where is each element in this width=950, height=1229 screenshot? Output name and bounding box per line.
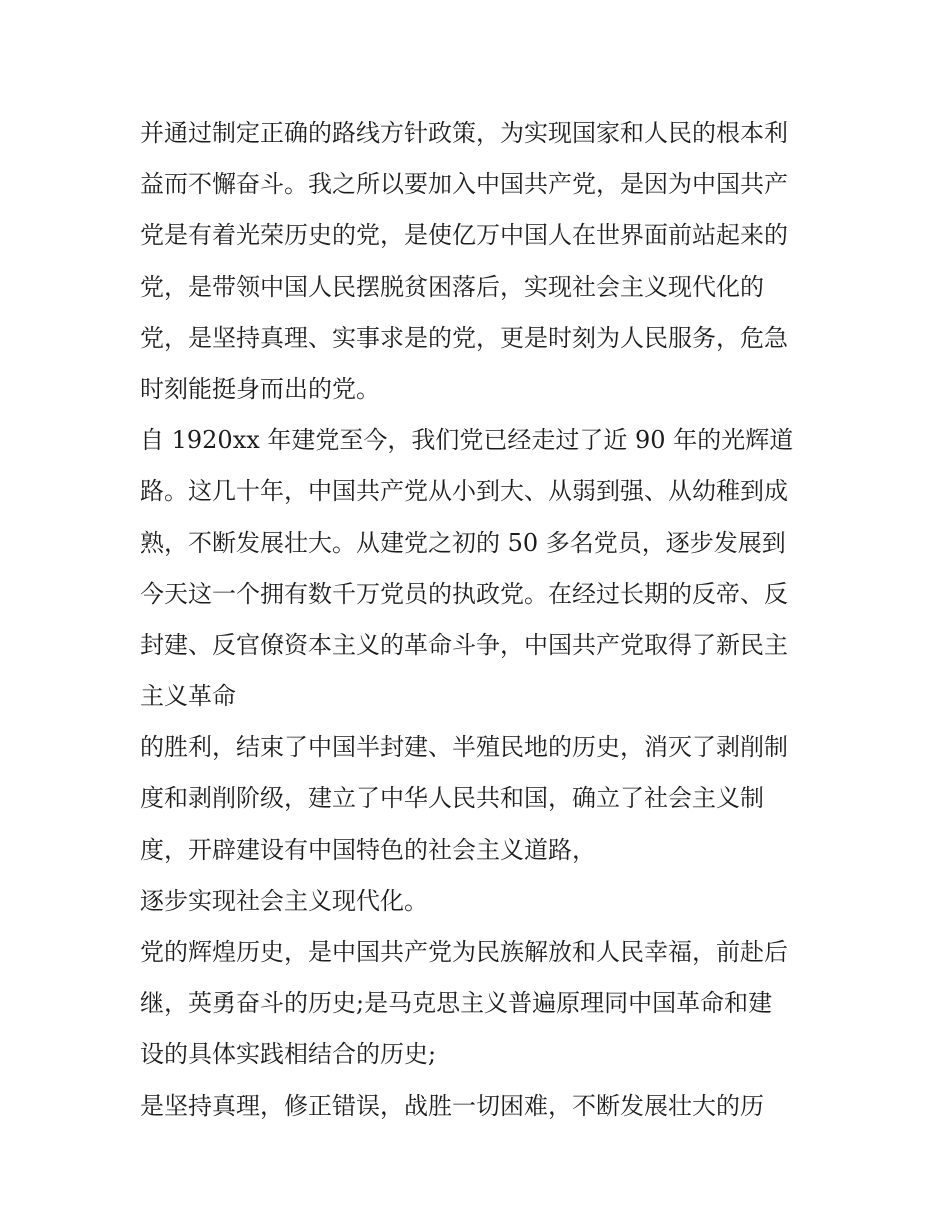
text-line: 继，英勇奋斗的历史;是马克思主义普遍原理同中国革命和建 <box>140 989 773 1018</box>
text-line: 党是有着光荣历史的党，是使亿万中国人在世界面前站起来的 <box>140 221 788 250</box>
text-line: 度和剥削阶级，建立了中华人民共和国，确立了社会主义制 <box>140 784 764 813</box>
text-line: 时刻能挺身而出的党。 <box>140 374 380 403</box>
text-line: 设的具体实践相结合的历史; <box>140 1040 437 1069</box>
text-line: 主义革命 <box>140 682 236 711</box>
text-line: 并通过制定正确的路线方针政策，为实现国家和人民的根本利 <box>140 119 788 147</box>
text-line: 党，是坚持真理、实事求是的党，更是时刻为人民服务，危急 <box>140 323 788 352</box>
text-line: 路。这几十年，中国共产党从小到大、从弱到强、从幼稚到成 <box>140 477 788 506</box>
text-line: 度，开辟建设有中国特色的社会主义道路， <box>140 835 596 864</box>
text-line: 党的辉煌历史，是中国共产党为民族解放和人民幸福，前赴后 <box>140 938 788 966</box>
text-line: 逐步实现社会主义现代化。 <box>140 886 428 915</box>
text-line: 的胜利，结束了中国半封建、半殖民地的历史，消灭了剥削制 <box>140 733 788 762</box>
text-line: 封建、反官僚资本主义的革命斗争，中国共产党取得了新民主 <box>140 630 788 659</box>
body-text <box>140 108 830 1132</box>
text-line: 自 1920xx 年建党至今，我们党已经走过了近 90 年的光辉道 <box>140 426 794 455</box>
text-line: 党，是带领中国人民摆脱贫困落后，实现社会主义现代化的 <box>140 272 764 301</box>
text-line: 益而不懈奋斗。我之所以要加入中国共产党，是因为中国共产 <box>140 170 788 199</box>
text-line: 熟，不断发展壮大。从建党之初的 50 多名党员，逐步发展到 <box>140 528 786 557</box>
text-line: 是坚持真理，修正错误，战胜一切困难，不断发展壮大的历 <box>140 1091 764 1120</box>
text-line: 今天这一个拥有数千万党员的执政党。在经过长期的反帝、反 <box>140 579 788 608</box>
